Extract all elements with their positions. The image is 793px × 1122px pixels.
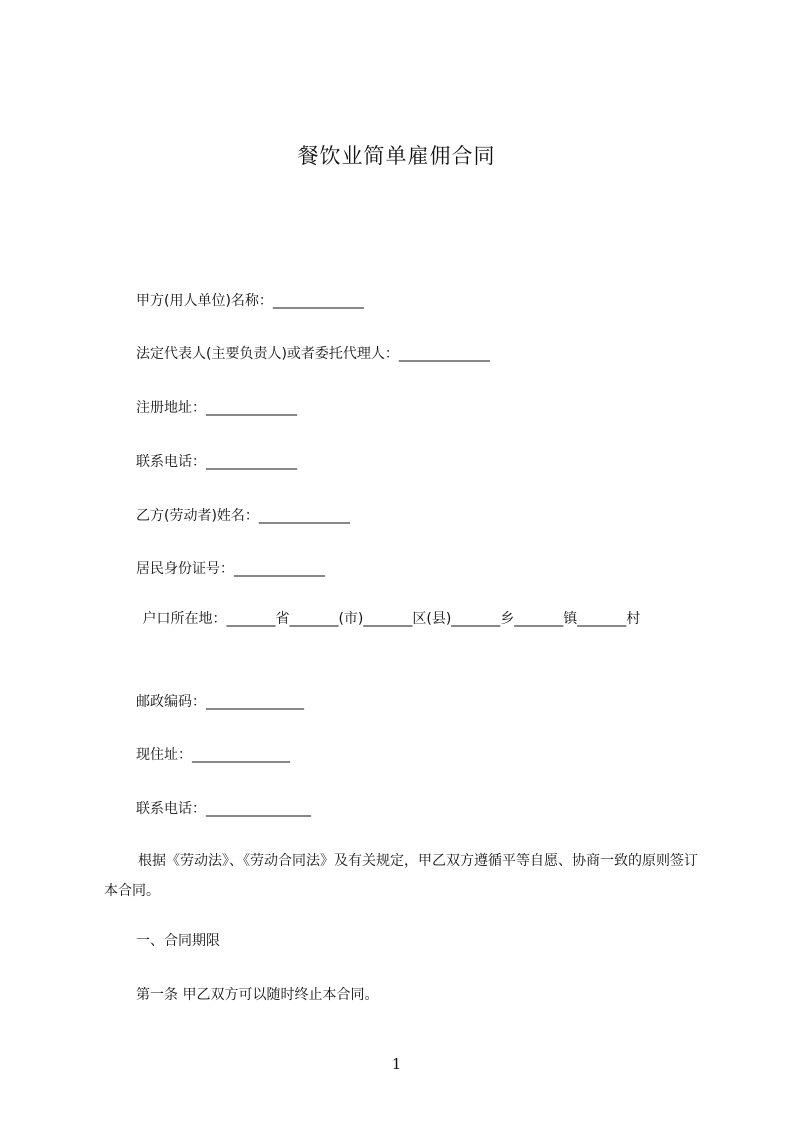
current-address-field: 现住址：______________ bbox=[136, 747, 290, 763]
section-heading: 一、合同期限 bbox=[136, 933, 220, 949]
party-b-name-field: 乙方(劳动者)姓名：_____________ bbox=[136, 508, 350, 524]
household-registration-field bbox=[104, 604, 704, 634]
household-registration-text: 户口所在地：_______省_______(市)_______区(县)_______乡_______镇_______村 bbox=[138, 611, 641, 627]
article-1: 第一条 甲乙双方可以随时终止本合同。 bbox=[136, 987, 379, 1003]
postal-code-field: 邮政编码：______________ bbox=[136, 694, 304, 710]
id-number-field: 居民身份证号：_____________ bbox=[136, 561, 325, 577]
party-a-name-field: 甲方(用人单位)名称：_____________ bbox=[136, 293, 364, 309]
registered-address-field: 注册地址：_____________ bbox=[136, 400, 297, 416]
party-a-phone-field: 联系电话：_____________ bbox=[136, 454, 297, 470]
legal-representative-field: 法定代表人(主要负责人)或者委托代理人：_____________ bbox=[136, 346, 490, 362]
document-title: 餐饮业简单雇佣合同 bbox=[297, 144, 496, 168]
preamble-text: 根据《劳动法》、《劳动合同法》及有关规定，甲乙双方遵循平等自愿、协商一致的原则签订本合同。 bbox=[104, 853, 698, 899]
page-number: 1 bbox=[391, 1055, 402, 1073]
party-b-phone-field: 联系电话：_______________ bbox=[136, 801, 311, 817]
preamble-paragraph bbox=[104, 846, 704, 906]
